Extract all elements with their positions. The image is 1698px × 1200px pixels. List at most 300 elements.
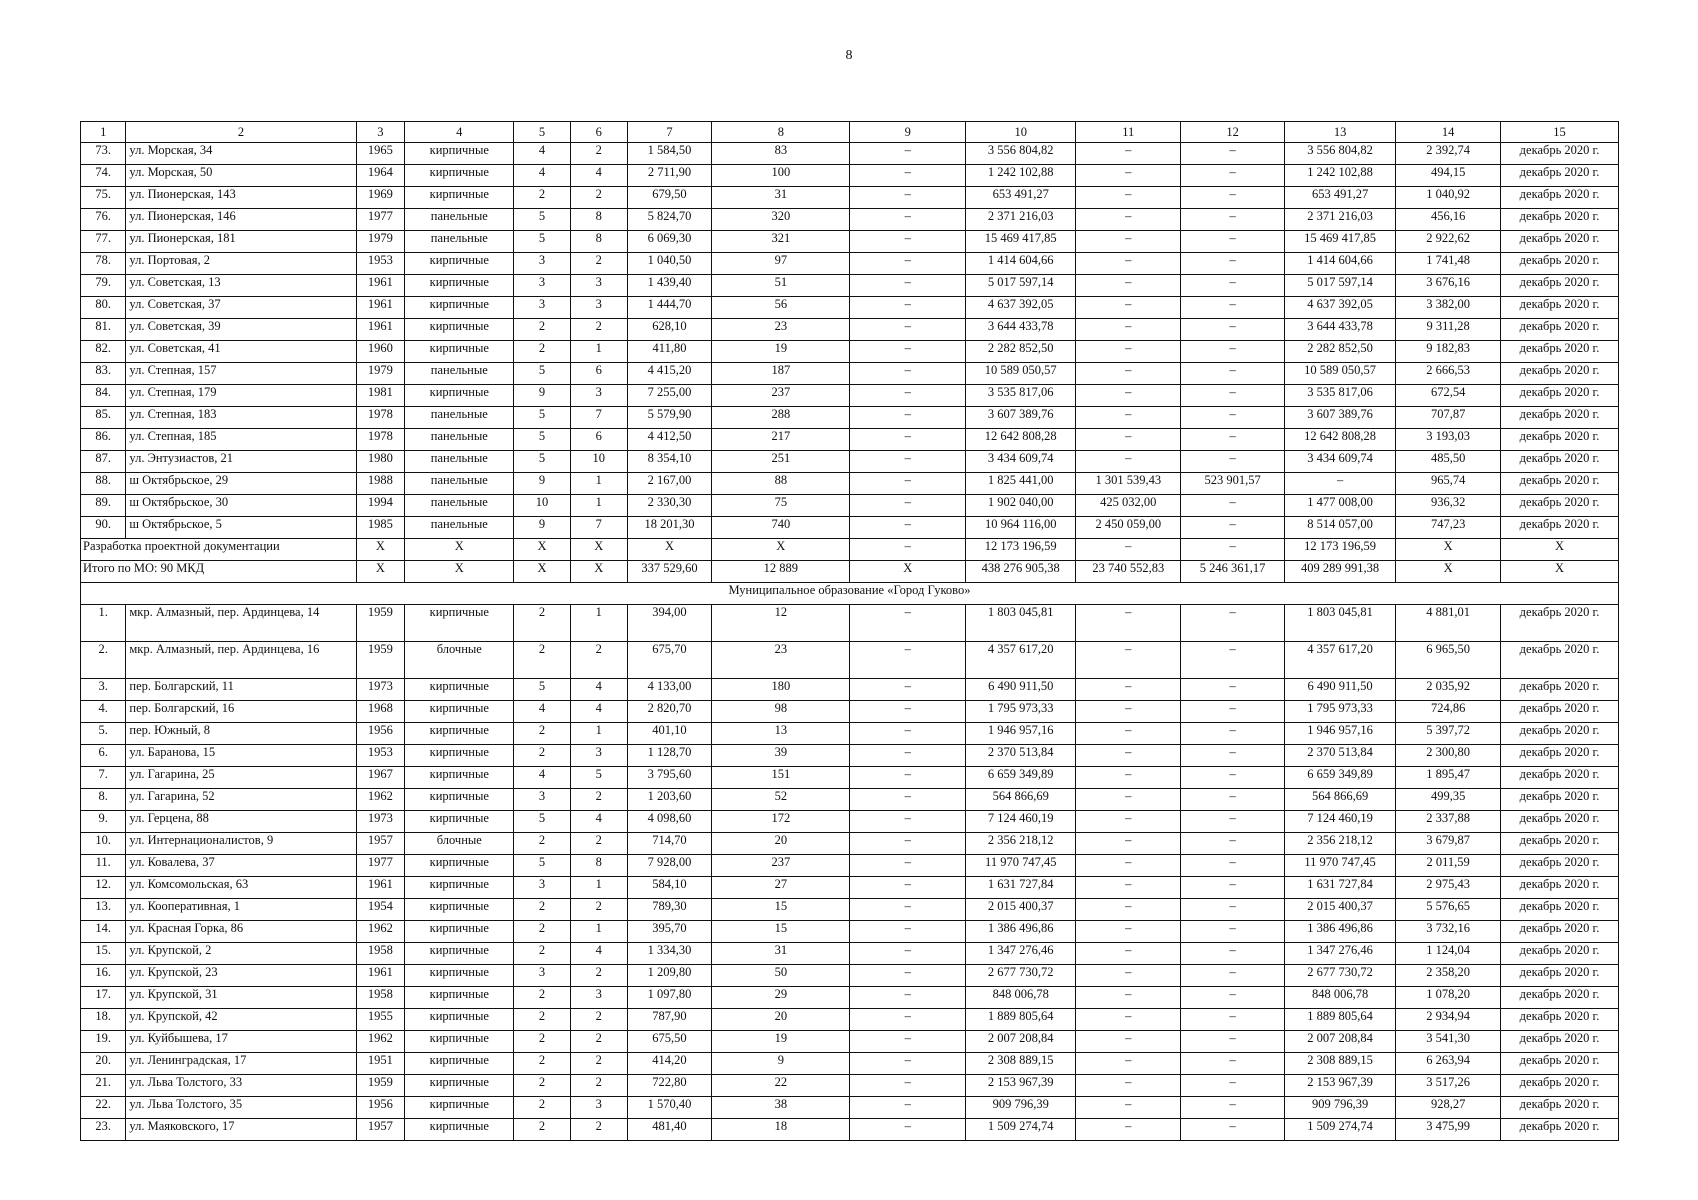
table-cell: 3 535 817,06 xyxy=(1284,385,1395,407)
table-cell: декабрь 2020 г. xyxy=(1501,855,1619,877)
table-cell: 1 803 045,81 xyxy=(1284,605,1395,642)
table-cell: 5 017 597,14 xyxy=(1284,275,1395,297)
table-cell: 1 078,20 xyxy=(1396,987,1501,1009)
table-cell: – xyxy=(1076,811,1181,833)
table-cell: 848 006,78 xyxy=(966,987,1076,1009)
column-header-4: 4 xyxy=(405,122,514,143)
table-cell: 7 928,00 xyxy=(627,855,711,877)
table-cell: 1961 xyxy=(356,319,405,341)
table-cell: 2 450 059,00 xyxy=(1076,517,1181,539)
table-row xyxy=(81,745,1619,767)
table-cell: 787,90 xyxy=(627,1009,711,1031)
row-number: 10. xyxy=(81,833,126,855)
table-cell: – xyxy=(1076,363,1181,385)
table-cell: 4 xyxy=(514,165,570,187)
row-number: 85. xyxy=(81,407,126,429)
table-cell: декабрь 2020 г. xyxy=(1501,143,1619,165)
table-cell: 9 311,28 xyxy=(1396,319,1501,341)
table-cell: 1 347 276,46 xyxy=(966,943,1076,965)
table-cell: 1965 xyxy=(356,143,405,165)
table-cell: 2 xyxy=(514,723,570,745)
table-cell: декабрь 2020 г. xyxy=(1501,605,1619,642)
table-cell: 5 017 597,14 xyxy=(966,275,1076,297)
table-cell: – xyxy=(850,429,966,451)
table-cell: 31 xyxy=(712,943,850,965)
address-cell: ул. Ковалева, 37 xyxy=(126,855,356,877)
table-cell: кирпичные xyxy=(405,143,514,165)
table-cell: 8 514 057,00 xyxy=(1284,517,1395,539)
table-cell: 789,30 xyxy=(627,899,711,921)
row-number: 3. xyxy=(81,679,126,701)
table-cell: кирпичные xyxy=(405,899,514,921)
table-cell: 5 579,90 xyxy=(627,407,711,429)
address-cell: ул. Крупской, 23 xyxy=(126,965,356,987)
table-cell: 8 354,10 xyxy=(627,451,711,473)
table-cell: 8 xyxy=(570,855,627,877)
table-cell: – xyxy=(1076,943,1181,965)
table-cell: 1964 xyxy=(356,165,405,187)
table-cell: 2 xyxy=(514,899,570,921)
table-cell: 11 970 747,45 xyxy=(1284,855,1395,877)
table-cell: 3 556 804,82 xyxy=(966,143,1076,165)
table-cell: – xyxy=(1181,1053,1285,1075)
table-row xyxy=(81,231,1619,253)
table-cell: 628,10 xyxy=(627,319,711,341)
table-cell: декабрь 2020 г. xyxy=(1501,165,1619,187)
table-cell: 31 xyxy=(712,187,850,209)
table-cell: 3 xyxy=(570,745,627,767)
table-row xyxy=(81,943,1619,965)
row-number: 8. xyxy=(81,789,126,811)
table-cell: 2 xyxy=(514,921,570,943)
table-cell: 9 xyxy=(712,1053,850,1075)
table-cell: декабрь 2020 г. xyxy=(1501,297,1619,319)
table-cell: 2 300,80 xyxy=(1396,745,1501,767)
table-cell: 1 439,40 xyxy=(627,275,711,297)
table-cell: – xyxy=(1181,539,1285,561)
table-cell: 1 386 496,86 xyxy=(966,921,1076,943)
table-cell: 1985 xyxy=(356,517,405,539)
table-cell: декабрь 2020 г. xyxy=(1501,877,1619,899)
table-cell: – xyxy=(1076,899,1181,921)
table-cell: 1 334,30 xyxy=(627,943,711,965)
table-cell: 5 xyxy=(514,451,570,473)
table-cell: декабрь 2020 г. xyxy=(1501,679,1619,701)
address-cell: ул. Степная, 157 xyxy=(126,363,356,385)
table-cell: 395,70 xyxy=(627,921,711,943)
table-cell: декабрь 2020 г. xyxy=(1501,1119,1619,1141)
table-cell: – xyxy=(1181,745,1285,767)
row-number: 74. xyxy=(81,165,126,187)
row-number: 12. xyxy=(81,877,126,899)
table-cell: панельные xyxy=(405,451,514,473)
table-cell: кирпичные xyxy=(405,723,514,745)
table-cell: – xyxy=(1076,231,1181,253)
table-cell: 2 xyxy=(570,1031,627,1053)
table-cell: – xyxy=(1076,1009,1181,1031)
column-header-5: 5 xyxy=(514,122,570,143)
address-cell: пер. Южный, 8 xyxy=(126,723,356,745)
table-cell: 679,50 xyxy=(627,187,711,209)
table-cell: 1960 xyxy=(356,341,405,363)
address-cell: ул. Баранова, 15 xyxy=(126,745,356,767)
table-cell: X xyxy=(570,539,627,561)
table-cell: 5 576,65 xyxy=(1396,899,1501,921)
table-cell: – xyxy=(1076,143,1181,165)
table-cell: 2 xyxy=(514,1053,570,1075)
table-cell: 2 xyxy=(570,642,627,679)
table-cell: 1 902 040,00 xyxy=(966,495,1076,517)
table-cell: 6 659 349,89 xyxy=(966,767,1076,789)
table-cell: 2 xyxy=(570,143,627,165)
table-cell: – xyxy=(1181,943,1285,965)
table-cell: 217 xyxy=(712,429,850,451)
table-cell: кирпичные xyxy=(405,253,514,275)
table-row xyxy=(81,495,1619,517)
table-cell: 2 677 730,72 xyxy=(1284,965,1395,987)
table-cell: 1 242 102,88 xyxy=(966,165,1076,187)
table-cell: – xyxy=(1181,877,1285,899)
row-number: 82. xyxy=(81,341,126,363)
table-cell: 23 xyxy=(712,642,850,679)
table-cell: 11 970 747,45 xyxy=(966,855,1076,877)
table-cell: – xyxy=(1076,1097,1181,1119)
address-cell: ул. Советская, 39 xyxy=(126,319,356,341)
table-cell: 75 xyxy=(712,495,850,517)
table-cell: декабрь 2020 г. xyxy=(1501,745,1619,767)
table-cell: 1 444,70 xyxy=(627,297,711,319)
table-cell: 1961 xyxy=(356,877,405,899)
table-cell: 2 371 216,03 xyxy=(1284,209,1395,231)
table-cell: 321 xyxy=(712,231,850,253)
table-cell: 5 824,70 xyxy=(627,209,711,231)
table-cell: 2 xyxy=(514,1075,570,1097)
table-cell: декабрь 2020 г. xyxy=(1501,319,1619,341)
table-cell: – xyxy=(1181,965,1285,987)
table-cell: 2 356 218,12 xyxy=(966,833,1076,855)
row-number: 21. xyxy=(81,1075,126,1097)
table-cell: 1979 xyxy=(356,363,405,385)
table-cell: X xyxy=(570,561,627,583)
table-cell: 1954 xyxy=(356,899,405,921)
table-cell: кирпичные xyxy=(405,1119,514,1141)
table-cell: 1979 xyxy=(356,231,405,253)
table-cell: 7 124 460,19 xyxy=(966,811,1076,833)
table-row xyxy=(81,1097,1619,1119)
table-row xyxy=(81,143,1619,165)
address-cell: ул. Комсомольская, 63 xyxy=(126,877,356,899)
table-cell: 1962 xyxy=(356,1031,405,1053)
table-cell: декабрь 2020 г. xyxy=(1501,209,1619,231)
table-cell: – xyxy=(1076,877,1181,899)
table-cell: 3 732,16 xyxy=(1396,921,1501,943)
table-cell: 3 xyxy=(514,877,570,899)
table-cell: X xyxy=(356,539,405,561)
table-cell: 2 xyxy=(570,1053,627,1075)
table-cell: 2 153 967,39 xyxy=(1284,1075,1395,1097)
table-cell: декабрь 2020 г. xyxy=(1501,1031,1619,1053)
table-cell: 3 xyxy=(514,297,570,319)
table-cell: декабрь 2020 г. xyxy=(1501,341,1619,363)
table-cell: декабрь 2020 г. xyxy=(1501,253,1619,275)
table-cell: X xyxy=(627,539,711,561)
table-cell: 1 803 045,81 xyxy=(966,605,1076,642)
table-cell: – xyxy=(850,451,966,473)
column-header-8: 8 xyxy=(712,122,850,143)
table-cell: 2 011,59 xyxy=(1396,855,1501,877)
table-row xyxy=(81,363,1619,385)
row-number: 16. xyxy=(81,965,126,987)
row-number: 17. xyxy=(81,987,126,1009)
table-cell: 10 589 050,57 xyxy=(1284,363,1395,385)
table-cell: 3 607 389,76 xyxy=(966,407,1076,429)
table-cell: X xyxy=(1501,561,1619,583)
table-cell: 394,00 xyxy=(627,605,711,642)
table-cell: 97 xyxy=(712,253,850,275)
table-cell: 15 xyxy=(712,899,850,921)
table-cell: 2 xyxy=(514,987,570,1009)
table-cell: – xyxy=(850,855,966,877)
table-cell: – xyxy=(850,209,966,231)
table-cell: 1 347 276,46 xyxy=(1284,943,1395,965)
table-cell: 4 098,60 xyxy=(627,811,711,833)
table-cell: – xyxy=(850,495,966,517)
table-cell: 1967 xyxy=(356,767,405,789)
table-cell: 1977 xyxy=(356,209,405,231)
table-cell: 83 xyxy=(712,143,850,165)
table-cell: 1956 xyxy=(356,723,405,745)
table-cell: – xyxy=(1181,1031,1285,1053)
table-cell: 4 133,00 xyxy=(627,679,711,701)
table-cell: 12 173 196,59 xyxy=(966,539,1076,561)
page-number: 8 xyxy=(845,48,853,63)
table-cell: 337 529,60 xyxy=(627,561,711,583)
table-cell: 1 895,47 xyxy=(1396,767,1501,789)
table-cell: декабрь 2020 г. xyxy=(1501,385,1619,407)
table-cell: декабрь 2020 г. xyxy=(1501,921,1619,943)
table-cell: 2 xyxy=(514,187,570,209)
address-cell: ул. Льва Толстого, 35 xyxy=(126,1097,356,1119)
table-cell: кирпичные xyxy=(405,943,514,965)
table-row xyxy=(81,451,1619,473)
table-cell: – xyxy=(850,341,966,363)
table-cell: 6 965,50 xyxy=(1396,642,1501,679)
table-cell: декабрь 2020 г. xyxy=(1501,833,1619,855)
table-cell: 584,10 xyxy=(627,877,711,899)
table-cell: кирпичные xyxy=(405,319,514,341)
table-cell: 4 881,01 xyxy=(1396,605,1501,642)
table-cell: 38 xyxy=(712,1097,850,1119)
table-cell: 3 xyxy=(570,275,627,297)
table-cell: декабрь 2020 г. xyxy=(1501,789,1619,811)
table-row xyxy=(81,723,1619,745)
table-row xyxy=(81,319,1619,341)
table-row xyxy=(81,811,1619,833)
table-cell: 7 255,00 xyxy=(627,385,711,407)
table-cell: кирпичные xyxy=(405,187,514,209)
table-cell: – xyxy=(850,253,966,275)
table-cell: – xyxy=(850,1075,966,1097)
table-cell: 2 xyxy=(570,1075,627,1097)
table-cell: – xyxy=(1181,297,1285,319)
table-cell: 3 382,00 xyxy=(1396,297,1501,319)
table-cell: 1 xyxy=(570,341,627,363)
table-cell: – xyxy=(1181,811,1285,833)
table-cell: – xyxy=(850,407,966,429)
table-cell: 1988 xyxy=(356,473,405,495)
table-cell: – xyxy=(1181,1075,1285,1097)
table-cell: 909 796,39 xyxy=(966,1097,1076,1119)
table-cell: – xyxy=(1181,642,1285,679)
table-cell: 2 xyxy=(570,789,627,811)
table-cell: 56 xyxy=(712,297,850,319)
address-cell: ул. Степная, 179 xyxy=(126,385,356,407)
table-cell: 12 642 808,28 xyxy=(1284,429,1395,451)
table-cell: 12 173 196,59 xyxy=(1284,539,1395,561)
column-header-13: 13 xyxy=(1284,122,1395,143)
table-cell: 5 xyxy=(570,767,627,789)
table-cell: панельные xyxy=(405,363,514,385)
column-header-2: 2 xyxy=(126,122,356,143)
register-table xyxy=(80,121,1619,1141)
address-cell: ш Октябрьское, 30 xyxy=(126,495,356,517)
table-row xyxy=(81,789,1619,811)
header-row xyxy=(81,122,1619,143)
table-cell: 6 xyxy=(570,363,627,385)
table-cell: 2 666,53 xyxy=(1396,363,1501,385)
row-number: 87. xyxy=(81,451,126,473)
table-cell: 1 040,92 xyxy=(1396,187,1501,209)
table-cell: декабрь 2020 г. xyxy=(1501,495,1619,517)
table-cell: 1 795 973,33 xyxy=(1284,701,1395,723)
table-cell: – xyxy=(1181,165,1285,187)
table-row xyxy=(81,701,1619,723)
table-cell: 2 xyxy=(514,605,570,642)
table-cell: 2 xyxy=(514,319,570,341)
table-cell: 6 069,30 xyxy=(627,231,711,253)
table-cell: – xyxy=(1181,429,1285,451)
table-cell: 675,50 xyxy=(627,1031,711,1053)
table-cell: 1956 xyxy=(356,1097,405,1119)
table-cell: 6 xyxy=(570,429,627,451)
table-row xyxy=(81,165,1619,187)
table-cell: 5 xyxy=(514,429,570,451)
table-cell: 8 xyxy=(570,209,627,231)
table-cell: 3 541,30 xyxy=(1396,1031,1501,1053)
table-cell: – xyxy=(1076,642,1181,679)
table-cell: 1 795 973,33 xyxy=(966,701,1076,723)
table-cell: 180 xyxy=(712,679,850,701)
row-number: 14. xyxy=(81,921,126,943)
table-cell: – xyxy=(850,165,966,187)
table-row xyxy=(81,517,1619,539)
table-row xyxy=(81,429,1619,451)
table-cell: 2 153 967,39 xyxy=(966,1075,1076,1097)
column-header-11: 11 xyxy=(1076,122,1181,143)
address-cell: ул. Ленинградская, 17 xyxy=(126,1053,356,1075)
table-cell: 1 301 539,43 xyxy=(1076,473,1181,495)
address-cell: мкр. Алмазный, пер. Ардинцева, 14 xyxy=(126,605,356,642)
table-cell: 320 xyxy=(712,209,850,231)
table-cell: декабрь 2020 г. xyxy=(1501,275,1619,297)
table-cell: кирпичные xyxy=(405,1031,514,1053)
table-cell: – xyxy=(850,943,966,965)
column-header-12: 12 xyxy=(1181,122,1285,143)
address-cell: ул. Красная Горка, 86 xyxy=(126,921,356,943)
table-cell: 848 006,78 xyxy=(1284,987,1395,1009)
table-cell: кирпичные xyxy=(405,811,514,833)
table-cell: 8 xyxy=(570,231,627,253)
table-cell: 6 659 349,89 xyxy=(1284,767,1395,789)
table-cell: 1 xyxy=(570,473,627,495)
address-cell: ул. Советская, 13 xyxy=(126,275,356,297)
column-header-10: 10 xyxy=(966,122,1076,143)
table-cell: X xyxy=(850,561,966,583)
table-row xyxy=(81,855,1619,877)
table-cell: 2 934,94 xyxy=(1396,1009,1501,1031)
table-row xyxy=(81,209,1619,231)
table-cell: – xyxy=(850,1031,966,1053)
table-cell: – xyxy=(1181,363,1285,385)
table-cell: 2 xyxy=(570,187,627,209)
table-cell: 2 xyxy=(570,1009,627,1031)
table-cell: – xyxy=(1076,1119,1181,1141)
address-cell: мкр. Алмазный, пер. Ардинцева, 16 xyxy=(126,642,356,679)
table-cell: 251 xyxy=(712,451,850,473)
design-docs-row xyxy=(81,539,1619,561)
table-cell: 965,74 xyxy=(1396,473,1501,495)
row-number: 5. xyxy=(81,723,126,745)
row-number: 81. xyxy=(81,319,126,341)
table-cell: – xyxy=(1181,855,1285,877)
table-cell: – xyxy=(1181,1119,1285,1141)
table-cell: 100 xyxy=(712,165,850,187)
table-cell: 1 946 957,16 xyxy=(1284,723,1395,745)
table-cell: 2 711,90 xyxy=(627,165,711,187)
table-cell: – xyxy=(850,1119,966,1141)
table-cell: декабрь 2020 г. xyxy=(1501,767,1619,789)
table-cell: – xyxy=(1076,253,1181,275)
table-cell: – xyxy=(850,811,966,833)
table-cell: декабрь 2020 г. xyxy=(1501,187,1619,209)
table-cell: 2 975,43 xyxy=(1396,877,1501,899)
row-number: 2. xyxy=(81,642,126,679)
row-number: 19. xyxy=(81,1031,126,1053)
table-cell: X xyxy=(514,539,570,561)
table-cell: декабрь 2020 г. xyxy=(1501,987,1619,1009)
design-docs-label: Разработка проектной документации xyxy=(81,539,357,561)
table-cell: 172 xyxy=(712,811,850,833)
table-row xyxy=(81,1119,1619,1141)
table-cell: 1961 xyxy=(356,297,405,319)
table-cell: 722,80 xyxy=(627,1075,711,1097)
table-cell: – xyxy=(1076,987,1181,1009)
table-cell: 51 xyxy=(712,275,850,297)
column-header-15: 15 xyxy=(1501,122,1619,143)
table-cell: – xyxy=(850,767,966,789)
table-cell: панельные xyxy=(405,473,514,495)
table-cell: 1 xyxy=(570,605,627,642)
table-cell: 4 637 392,05 xyxy=(966,297,1076,319)
table-cell: – xyxy=(1181,407,1285,429)
table-cell: 3 475,99 xyxy=(1396,1119,1501,1141)
table-cell: 13 xyxy=(712,723,850,745)
table-cell: кирпичные xyxy=(405,1009,514,1031)
table-cell: 5 xyxy=(514,407,570,429)
table-cell: – xyxy=(850,275,966,297)
table-cell: – xyxy=(1076,1031,1181,1053)
table-cell: 2 xyxy=(514,642,570,679)
